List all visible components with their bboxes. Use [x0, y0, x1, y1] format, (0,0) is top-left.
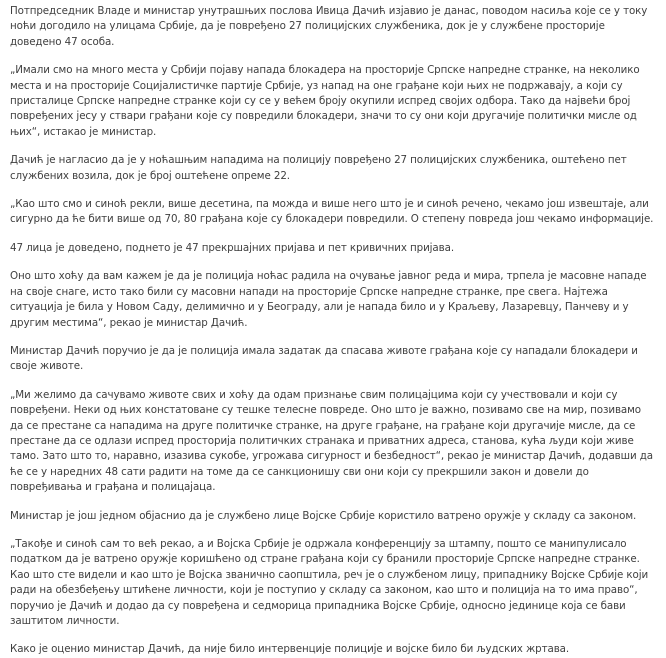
paragraph-quote-attacks: „Имали смо на много места у Србији појаву напада блокадера на просторије Српске напредне странке, на неколико места и на просторије Социјалистичке партије Србије, уз напад на оне грађане који њих не подржавају, а који су присталице Српске напредне странке који су се у већем броју окупили испред својих одбора. Тако да највећи број повређених јесу у ствари грађани које су повредили блокадери, значи то су они који другачије политички мисле од њих“, истакао је министар.: [10, 64, 640, 138]
paragraph-police-task: Министар Дачић поручио је да је полиција имала задатак да спасава животе грађана које су нападали блокадери и своје животе.: [10, 344, 638, 373]
paragraph-conclusion: Како је оценио министар Дачић, да није било интервенције полиције и војске било би људских жртава.: [10, 643, 570, 656]
paragraph-quote-citizens: „Као што смо и синоћ рекли, више десетина, па можда и више него што је и синоћ речено, чекамо још извештаје, али сигурно да ће бити више од 70, 80 грађана које су блокадери повредили. О степену повреда још чекамо информације.: [10, 198, 654, 226]
paragraph-intro: Потпредседник Владе и министар унутрашњих послова Ивица Дачић изјавио је данас, поводом насиља које се у току ноћи догодило на улицама Србије, да је повређено 27 полицијских службеника, док је у службене просторије доведено 47 особа.: [10, 5, 648, 48]
paragraph-quote-peace: „Ми желимо да сачувамо животе свих и хоћу да одам признање свим полицајцима који су учествовали и који су повређени. Неки од њих констатоване су тешке телесне повреде. Оно што је важно, позивамо све на мир, позивамо да се престане са нападима на друге политичке странке, на друге грађане, на грађане који другачије мисле, да се престане да се одлази испред просторија политичких странака и приватних адреса, станова, кућа људи који живе тамо. Зато што то, наравно, изазива сукобе, угрожава сигурност и безбедност“, рекао је министар Дачић, додавши да ће се у наредних 48 сати радити на томе да се санкционишу сви они који су прекршили закон и довели до повређивања и грађана и полицајаца.: [10, 388, 653, 494]
paragraph-quote-army: „Такође и синоћ сам то већ рекао, а и Војска Србије је одржала конференцију за штампу, пошто се манипулисало податком да је ватрено оружје коришћено од стране грађана који су бранили просторије Српске напредне странке. Као што сте видели и као што је Војска званично саопштила, реч је о службеном лицу, припаднику Војске Србије који ради на обезбеђењу штићене личности, који је поступио у складу са законом, као што и полиција на то има право“, поручио је Дачић и додао да су повређена и седморица припадника Војске Србије, односно јединице која се бави заштитом личности.: [10, 537, 649, 627]
paragraph-detained: 47 лица је доведено, поднето је 47 прекршајних пријава и пет кривичних пријава.: [10, 241, 454, 254]
paragraph-police-order: Оно што хоћу да вам кажем је да је полиција ноћас радила на очување јавног реда и мира, трпела је масовне нападе на своје снаге, исто тако били су масовни напади на просторије Српске напредне странке, пре свега. Најтежа ситуација је била у Новом Саду, делимично и у Београду, али је напада било и у Краљеву, Лазаревцу, Панчеву и у другим местима“, рекао је министар Дачић.: [10, 270, 647, 329]
paragraph-injured-officers: Дачић је нагласио да је у ноћашњим нападима на полицију повређено 27 полицијских службеника, оштећено пет службених возила, док је број оштећене опреме 22.: [10, 154, 627, 182]
paragraph-army-firearm: Министар је још једном објаснио да је службено лице Војске Србије користило ватрено оружје у складу са законом.: [10, 509, 637, 522]
